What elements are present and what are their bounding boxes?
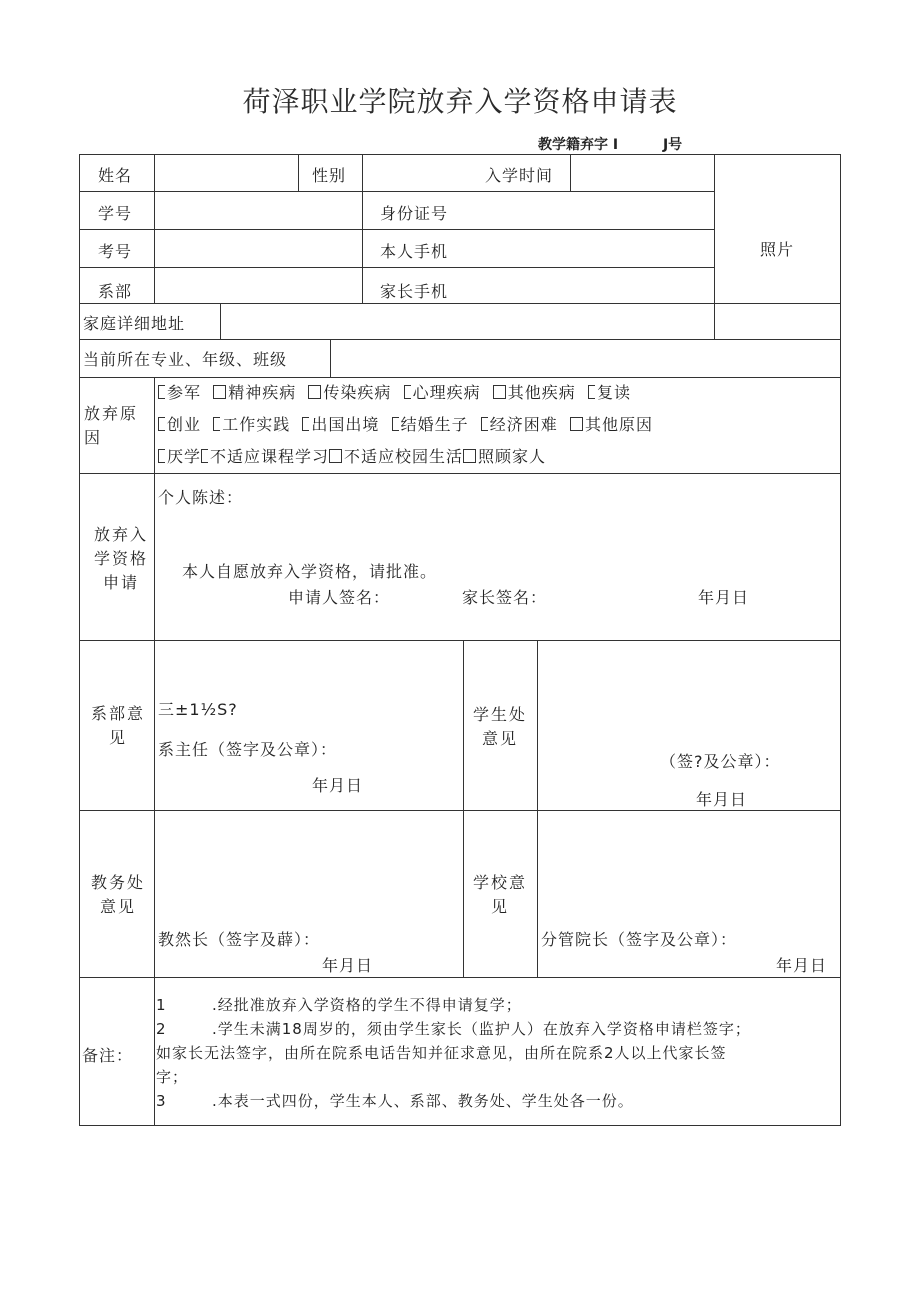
remark-number: 1 <box>156 996 167 1014</box>
reason-option: 传染疾病 <box>323 383 392 402</box>
reasons-row-2 <box>158 412 653 435</box>
dept-opinion-text: 三±1½S? <box>158 700 238 719</box>
checkbox[interactable] <box>201 449 208 463</box>
remark-text: .本表一式四份，学生本人、系部、教务处、学生处各一份。 <box>212 1092 634 1110</box>
reason-option: 出国出境 <box>311 415 380 434</box>
checkbox[interactable] <box>158 417 165 431</box>
label-gender: 性别 <box>312 166 347 185</box>
student-office-date: 年月日 <box>696 790 748 809</box>
remark-text: 字； <box>156 1068 189 1086</box>
checkbox[interactable] <box>213 385 226 399</box>
reason-option: 其他原因 <box>584 415 653 434</box>
label-school-opinion: 学校意见 <box>472 873 527 916</box>
doc-number-suffix: J号 <box>662 137 683 153</box>
label-reasons: 放弃原因 <box>84 404 139 447</box>
applicant-signature: 申请人签名： <box>288 588 391 607</box>
remark-text: 如家长无法签字，由所在院系电话告知并征求意见，由所在院系2人以上代家长签 <box>156 1044 727 1062</box>
reason-option: 创业 <box>167 415 202 434</box>
reason-option: 不适应课程学习 <box>210 447 330 466</box>
student-office-signature: （签?及公章）： <box>660 752 781 771</box>
reason-option: 照顾家人 <box>478 447 547 466</box>
declaration-text: 本人自愿放弃入学资格，请批准。 <box>182 562 438 581</box>
row-divider <box>80 229 714 230</box>
row-divider <box>80 267 714 268</box>
application-form <box>79 154 841 1126</box>
doc-number-mid: I <box>612 137 619 153</box>
col-divider <box>362 155 363 303</box>
checkbox[interactable] <box>308 385 321 399</box>
remarks-list <box>156 993 840 1113</box>
checkbox[interactable] <box>493 385 506 399</box>
label-academic-office: 教务处意见 <box>90 873 145 916</box>
remark-text: .经批准放弃入学资格的学生不得申请复学； <box>212 996 522 1014</box>
remark-text: .学生未满18周岁的，须由学生家长（监护人）在放弃入学资格申请栏签字； <box>212 1020 751 1038</box>
checkbox[interactable] <box>481 417 488 431</box>
col-divider <box>154 377 155 1125</box>
row-divider <box>80 377 840 378</box>
col-divider <box>537 640 538 977</box>
reason-option: 其他疾病 <box>507 383 576 402</box>
label-exam-no: 考号 <box>98 242 133 261</box>
school-opinion-date: 年月日 <box>776 956 828 975</box>
document-number <box>538 134 682 154</box>
row-divider <box>80 191 714 192</box>
remark-item <box>156 993 840 1017</box>
reason-option: 复读 <box>596 383 631 402</box>
label-student-id: 学号 <box>98 204 133 223</box>
label-remarks: 备注： <box>82 1046 134 1065</box>
academic-dean-signature: 教然长（签字及薜）： <box>158 930 321 949</box>
col-divider <box>570 155 571 191</box>
col-divider <box>714 155 715 339</box>
checkbox[interactable] <box>392 417 399 431</box>
dept-opinion-date: 年月日 <box>312 776 364 795</box>
reason-option: 参军 <box>167 383 202 402</box>
vice-president-signature: 分管院长（签字及公章）： <box>541 930 738 949</box>
checkbox[interactable] <box>213 417 220 431</box>
remark-item <box>156 1089 840 1113</box>
row-divider <box>80 339 840 340</box>
col-divider <box>220 303 221 339</box>
checkbox[interactable] <box>463 449 476 463</box>
remark-item <box>156 1065 840 1089</box>
label-parent-phone: 家长手机 <box>380 282 449 301</box>
reason-option: 工作实践 <box>222 415 291 434</box>
reasons-row-1 <box>158 380 631 403</box>
reason-option: 厌学 <box>167 447 202 466</box>
doc-number-prefix: 教学籍弃字 <box>538 137 608 153</box>
col-divider <box>330 339 331 377</box>
label-student-office: 学生处意见 <box>472 705 527 748</box>
label-current-major: 当前所在专业、年级、班级 <box>83 350 288 369</box>
label-enroll-time: 入学时间 <box>485 166 554 185</box>
label-application: 放弃入学资格申请 <box>93 525 148 592</box>
personal-statement-label: 个人陈述： <box>158 488 244 507</box>
dept-head-signature: 系主任（签字及公章）： <box>158 740 338 759</box>
label-dept-opinion: 系部意见 <box>90 704 145 747</box>
row-divider <box>80 977 840 978</box>
row-divider <box>80 473 840 474</box>
checkbox[interactable] <box>158 385 165 399</box>
remark-item <box>156 1041 840 1065</box>
row-divider <box>80 640 840 641</box>
application-date: 年月日 <box>698 588 750 607</box>
reason-option: 经济困难 <box>489 415 558 434</box>
remark-number: 2 <box>156 1020 167 1038</box>
reason-option: 结婚生子 <box>400 415 469 434</box>
col-divider <box>463 640 464 977</box>
reason-option: 精神疾病 <box>228 383 297 402</box>
checkbox[interactable] <box>588 385 595 399</box>
col-divider <box>298 155 299 191</box>
academic-office-date: 年月日 <box>322 956 374 975</box>
label-photo: 照片 <box>760 240 795 259</box>
checkbox[interactable] <box>404 385 411 399</box>
row-divider <box>80 303 840 304</box>
label-phone: 本人手机 <box>380 242 449 261</box>
label-name: 姓名 <box>98 166 133 185</box>
checkbox[interactable] <box>158 449 165 463</box>
checkbox[interactable] <box>570 417 583 431</box>
label-id-card: 身份证号 <box>380 204 449 223</box>
reasons-row-3 <box>158 444 546 467</box>
label-dept: 系部 <box>98 282 133 301</box>
reason-option: 不适应校园生活 <box>344 447 464 466</box>
form-title: 荷泽职业学院放弃入学资格申请表 <box>242 85 678 118</box>
label-address: 家庭详细地址 <box>83 314 186 333</box>
checkbox[interactable] <box>329 449 342 463</box>
checkbox[interactable] <box>302 417 309 431</box>
remark-number: 3 <box>156 1092 167 1110</box>
row-divider <box>80 810 840 811</box>
parent-signature: 家长签名： <box>462 588 548 607</box>
remark-item <box>156 1017 840 1041</box>
col-divider <box>154 155 155 303</box>
reason-option: 心理疾病 <box>412 383 481 402</box>
